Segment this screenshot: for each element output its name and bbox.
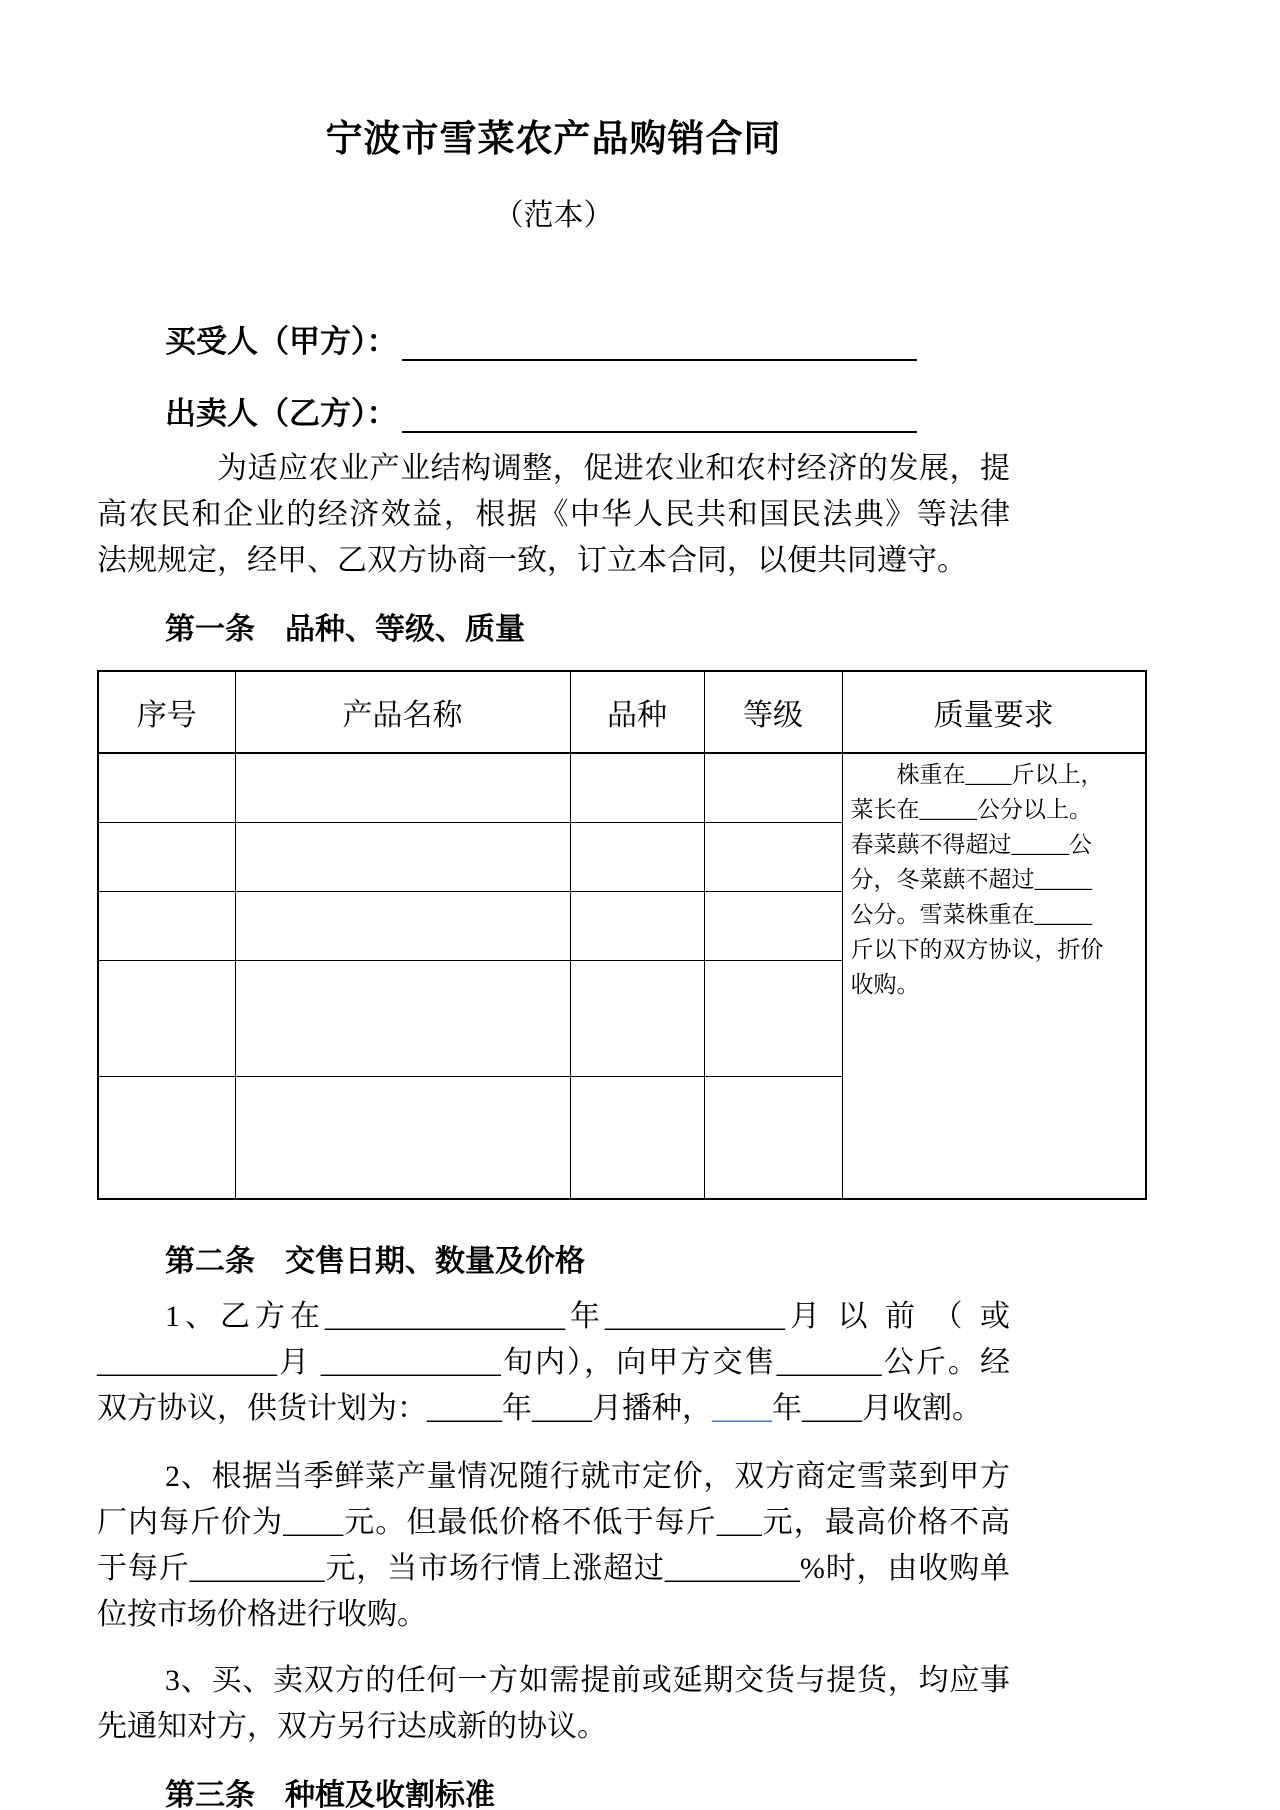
item2-line: 于每斤_________元，当市场行情上涨超过_________%时，由收购单 — [97, 1552, 1010, 1585]
seller-line — [165, 388, 917, 433]
table-row — [98, 753, 1146, 823]
intro-paragraph — [97, 446, 1010, 584]
contract-subtitle: （范本） — [493, 199, 614, 232]
quality-line: 菜长在_____公分以上。 — [850, 797, 1092, 822]
intro-line: 为适应农业产业结构调整，促进农业和农村经济的发展，提 — [217, 452, 1010, 485]
table-header-row — [98, 671, 1146, 753]
quality-line: 分，冬菜蕻不超过_____ — [850, 867, 1092, 892]
quality-line: 收购。 — [850, 972, 920, 997]
cell-variety-1[interactable] — [570, 753, 704, 823]
seller-label: 出卖人（乙方）： — [165, 396, 398, 431]
item1-line: ____________月 ____________旬内），向甲方交售_______公斤。经 — [97, 1346, 1010, 1379]
quality-line: 株重在____斤以上， — [896, 762, 1104, 787]
seller-blank-line[interactable] — [402, 395, 917, 433]
contract-title: 宁波市雪菜农产品购销合同 — [325, 119, 782, 160]
item2-line: 位按市场价格进行收购。 — [97, 1598, 427, 1631]
cell-seq-3[interactable] — [98, 892, 235, 961]
col-header-product-name: 产品名称 — [235, 671, 570, 753]
cell-grade-2[interactable] — [704, 823, 842, 892]
quality-line: 公分。雪菜株重在_____ — [850, 902, 1092, 927]
item3-line: 先通知对方，双方另行达成新的协议。 — [97, 1710, 607, 1743]
buyer-label: 买受人（甲方）： — [165, 324, 398, 359]
cell-seq-4[interactable] — [98, 961, 235, 1077]
col-header-seq: 序号 — [98, 671, 235, 753]
article1-heading: 第一条 品种、等级、质量 — [165, 613, 525, 646]
item1-blue-blank[interactable]: ____ — [712, 1392, 772, 1425]
item1-line: 1、乙方在________________年____________月 以 前 （ 或 — [165, 1300, 1010, 1333]
cell-grade-1[interactable] — [704, 753, 842, 823]
cell-product-3[interactable] — [235, 892, 570, 961]
col-header-variety: 品种 — [570, 671, 704, 753]
intro-line: 法规规定，经甲、乙双方协商一致，订立本合同，以便共同遵守。 — [97, 544, 967, 577]
cell-seq-5[interactable] — [98, 1077, 235, 1200]
cell-variety-3[interactable] — [570, 892, 704, 961]
quality-line: 春菜蕻不得超过_____公 — [850, 832, 1092, 857]
col-header-quality: 质量要求 — [842, 671, 1146, 753]
item1-line — [97, 1386, 1010, 1432]
article2-item1 — [97, 1294, 1010, 1432]
item3-line: 3、买、卖双方的任何一方如需提前或延期交货与提货，均应事 — [165, 1664, 1010, 1697]
cell-seq-2[interactable] — [98, 823, 235, 892]
buyer-line — [165, 316, 917, 361]
article3-heading: 第三条 种植及收割标准 — [165, 1779, 495, 1810]
cell-product-5[interactable] — [235, 1077, 570, 1200]
item1-line3-pre: 双方协议，供货计划为：_____年____月播种， — [97, 1392, 712, 1425]
intro-line: 高农民和企业的经济效益，根据《中华人民共和国民法典》等法律 — [97, 498, 1010, 531]
cell-variety-5[interactable] — [570, 1077, 704, 1200]
article2-item3 — [97, 1658, 1010, 1750]
cell-product-1[interactable] — [235, 753, 570, 823]
cell-grade-3[interactable] — [704, 892, 842, 961]
cell-variety-4[interactable] — [570, 961, 704, 1077]
cell-product-2[interactable] — [235, 823, 570, 892]
cell-variety-2[interactable] — [570, 823, 704, 892]
item2-line: 2、根据当季鲜菜产量情况随行就市定价，双方商定雪菜到甲方 — [165, 1460, 1010, 1493]
article2-item2 — [97, 1454, 1010, 1638]
cell-seq-1[interactable] — [98, 753, 235, 823]
item1-line3-post: 年____月收割。 — [772, 1392, 982, 1425]
product-table — [97, 670, 1147, 1200]
cell-grade-4[interactable] — [704, 961, 842, 1077]
quality-line: 斤以下的双方协议，折价 — [850, 937, 1104, 962]
buyer-blank-line[interactable] — [402, 323, 917, 361]
item2-line: 厂内每斤价为____元。但最低价格不低于每斤___元，最高价格不高 — [97, 1506, 1010, 1539]
col-header-grade: 等级 — [704, 671, 842, 753]
quality-requirements-cell — [842, 753, 1146, 1199]
cell-grade-5[interactable] — [704, 1077, 842, 1200]
article2-heading: 第二条 交售日期、数量及价格 — [165, 1245, 585, 1278]
cell-product-4[interactable] — [235, 961, 570, 1077]
